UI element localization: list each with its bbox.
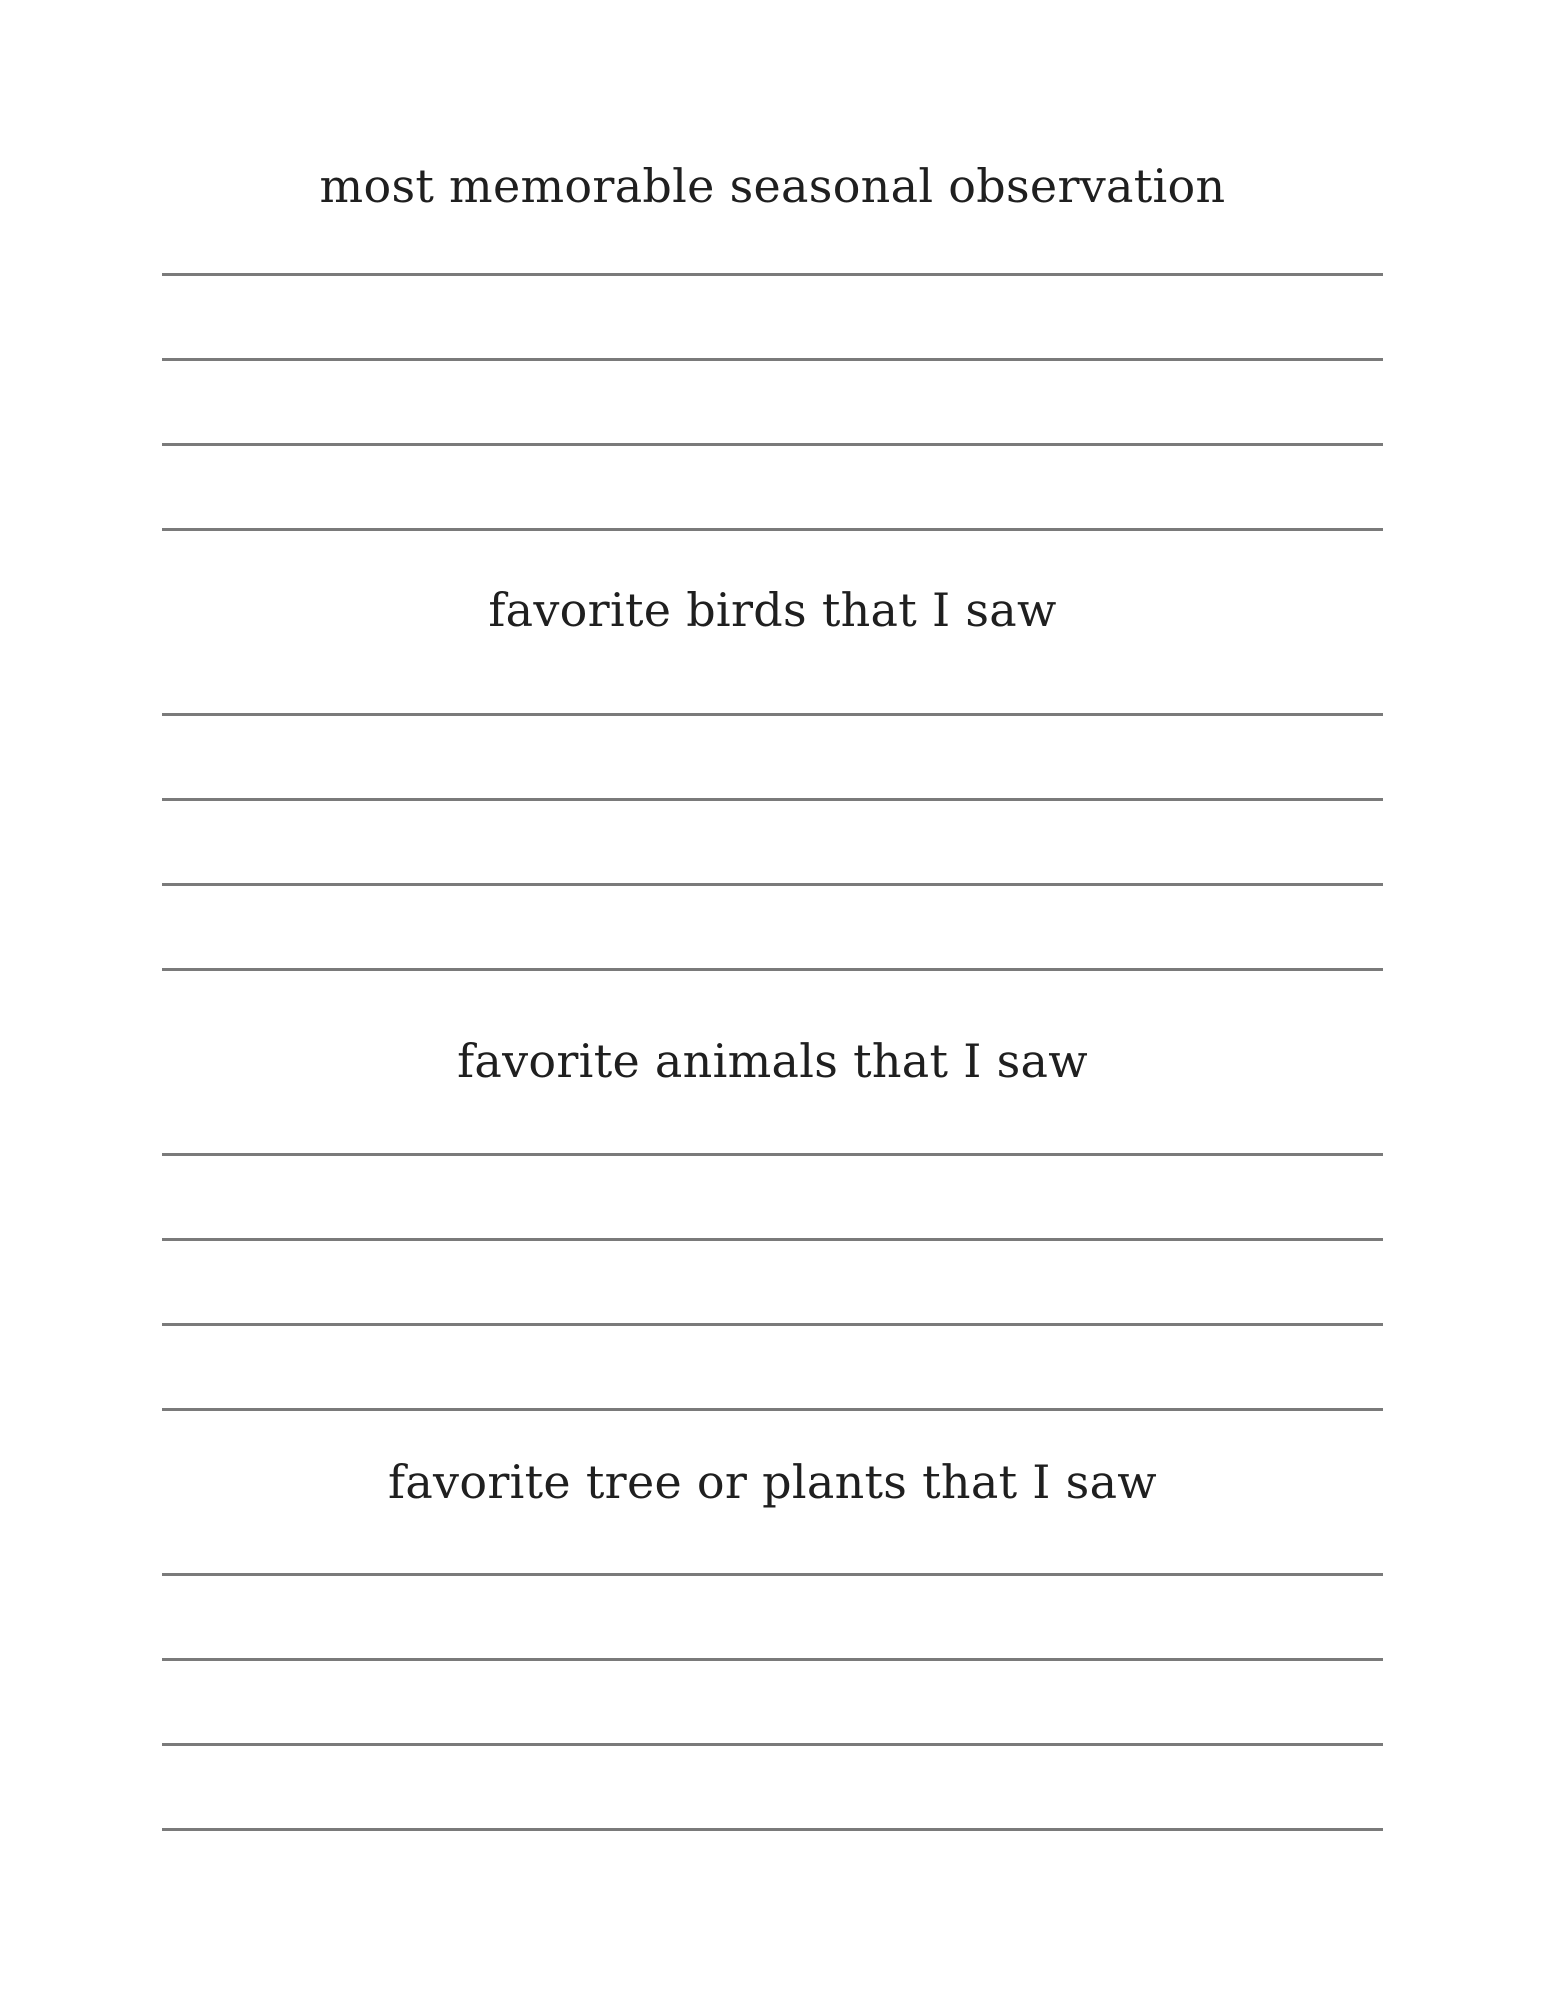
writing-line[interactable] xyxy=(162,1323,1383,1326)
section-heading: favorite birds that I saw xyxy=(488,583,1057,637)
writing-line[interactable] xyxy=(162,443,1383,446)
section-heading: favorite tree or plants that I saw xyxy=(388,1455,1157,1509)
section-heading: favorite animals that I saw xyxy=(457,1034,1088,1088)
writing-line[interactable] xyxy=(162,1658,1383,1661)
writing-line[interactable] xyxy=(162,358,1383,361)
writing-line[interactable] xyxy=(162,798,1383,801)
writing-line[interactable] xyxy=(162,1828,1383,1831)
writing-line[interactable] xyxy=(162,883,1383,886)
writing-line[interactable] xyxy=(162,528,1383,531)
writing-line[interactable] xyxy=(162,1743,1383,1746)
writing-line[interactable] xyxy=(162,1573,1383,1576)
writing-line[interactable] xyxy=(162,1153,1383,1156)
writing-line[interactable] xyxy=(162,1238,1383,1241)
section-heading: most memorable seasonal observation xyxy=(319,159,1226,213)
writing-line[interactable] xyxy=(162,273,1383,276)
writing-line[interactable] xyxy=(162,1408,1383,1411)
writing-line[interactable] xyxy=(162,713,1383,716)
writing-line[interactable] xyxy=(162,968,1383,971)
